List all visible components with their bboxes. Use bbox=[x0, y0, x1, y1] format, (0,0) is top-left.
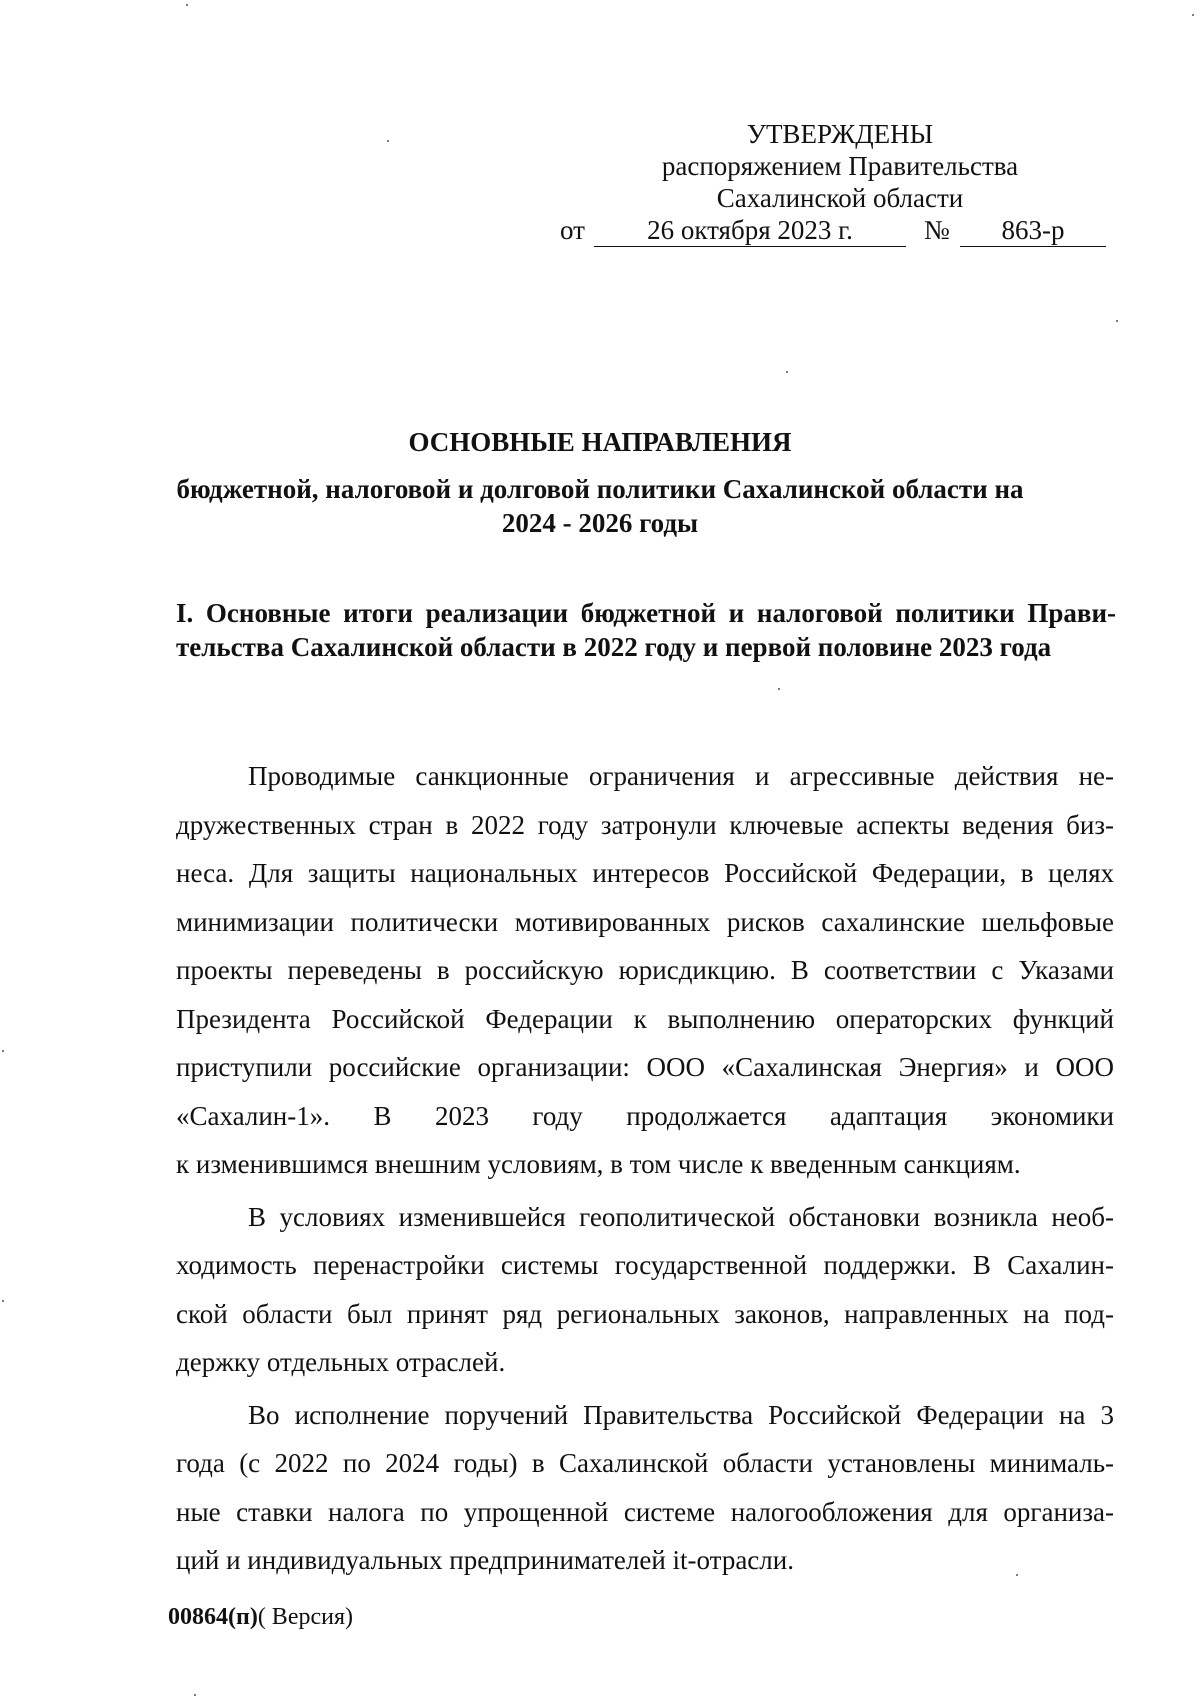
subtitle-line-2: 2024 - 2026 годы bbox=[501, 508, 699, 538]
paragraph-3-last-line: ций и индивидуальных предпринимателей it-отрасли. bbox=[176, 1545, 794, 1575]
scan-speck bbox=[186, 4, 188, 6]
paragraph-1 bbox=[176, 752, 1114, 1189]
paragraph-1-line: неса. Для защиты национальных интересов Российской Федерации, в целях bbox=[176, 858, 1114, 888]
paragraph-1-line: приступили российские организации: ООО «Сахалинская Энергия» и ООО bbox=[176, 1052, 1114, 1082]
order-number: 863-р bbox=[960, 214, 1106, 247]
paragraph-2-line: В условиях изменившейся геополитической обстановки возникла необ- bbox=[248, 1201, 1114, 1232]
scan-speck bbox=[1016, 1574, 1018, 1576]
paragraph-1-line: Президента Российской Федерации к выполнению операторских функций bbox=[176, 1003, 1114, 1034]
paragraph-1-line: «Сахалин-1». В 2023 году продолжается адаптация экономики bbox=[176, 1100, 1114, 1131]
approval-heading: УТВЕРЖДЕНЫ bbox=[746, 119, 934, 149]
paragraph-3 bbox=[176, 1391, 1114, 1585]
paragraph-2-last-line: держку отдельных отраслей. bbox=[176, 1347, 506, 1377]
section-heading bbox=[176, 596, 1116, 664]
number-sign: № bbox=[924, 215, 950, 245]
paragraph-3-line: Во исполнение поручений Правительства Российской Федерации на 3 bbox=[248, 1399, 1114, 1430]
document-code: 00864(п) bbox=[168, 1604, 258, 1630]
scan-speck bbox=[1116, 320, 1118, 322]
approval-date-line bbox=[560, 214, 1120, 250]
paragraph-1-line: минимизации политически мотивированных рисков сахалинские шельфовые bbox=[176, 906, 1114, 937]
section-heading-line-2: тельства Сахалинской области в 2022 году и первой половине 2023 года bbox=[176, 632, 1052, 662]
subtitle-line-1: бюджетной, налоговой и долговой политики Сахалинской области на bbox=[176, 474, 1024, 504]
paragraph-1-line: дружественных стран в 2022 году затронули ключевые аспекты ведения биз- bbox=[176, 809, 1114, 840]
scan-speck bbox=[778, 688, 780, 690]
document-title: ОСНОВНЫЕ НАПРАВЛЕНИЯ bbox=[408, 427, 792, 457]
approval-line-region: Сахалинской области bbox=[716, 183, 964, 213]
paragraph-3-line: года (с 2022 по 2024 годы) в Сахалинской области установлены минималь- bbox=[176, 1448, 1114, 1478]
scan-speck bbox=[2, 1050, 4, 1052]
paragraph-2 bbox=[176, 1193, 1114, 1387]
scan-speck bbox=[2, 1300, 4, 1302]
date-prefix: от bbox=[560, 215, 585, 245]
paragraph-1-last-line: к изменившимся внешним условиям, в том числе к введенным санкциям. bbox=[176, 1149, 1021, 1179]
body-text bbox=[176, 752, 1114, 1589]
paragraph-1-line: Проводимые санкционные ограничения и агрессивные действия не- bbox=[248, 761, 1114, 791]
document-version: ( Версия) bbox=[257, 1604, 353, 1630]
approval-line-order: распоряжением Правительства bbox=[661, 151, 1019, 181]
scan-speck bbox=[1192, 14, 1194, 16]
scan-speck bbox=[387, 140, 389, 142]
document-footer-code bbox=[168, 1602, 353, 1632]
scan-speck bbox=[194, 1694, 196, 1696]
paragraph-3-line: ные ставки налога по упрощенной системе налогообложения для организа- bbox=[176, 1496, 1114, 1527]
approval-date: 26 октября 2023 г. bbox=[594, 214, 906, 247]
paragraph-2-line: ской области был принят ряд региональных законов, направленных на под- bbox=[176, 1298, 1114, 1329]
approval-block bbox=[560, 118, 1120, 250]
document-subtitle bbox=[150, 472, 1050, 540]
scan-speck bbox=[786, 371, 788, 373]
section-heading-line-1: I. Основные итоги реализации бюджетной и налоговой политики Прави- bbox=[176, 598, 1116, 628]
paragraph-1-line: проекты переведены в российскую юрисдикцию. В соответствии с Указами bbox=[176, 955, 1114, 985]
paragraph-2-line: ходимость перенастройки системы государственной поддержки. В Сахалин- bbox=[176, 1250, 1114, 1280]
